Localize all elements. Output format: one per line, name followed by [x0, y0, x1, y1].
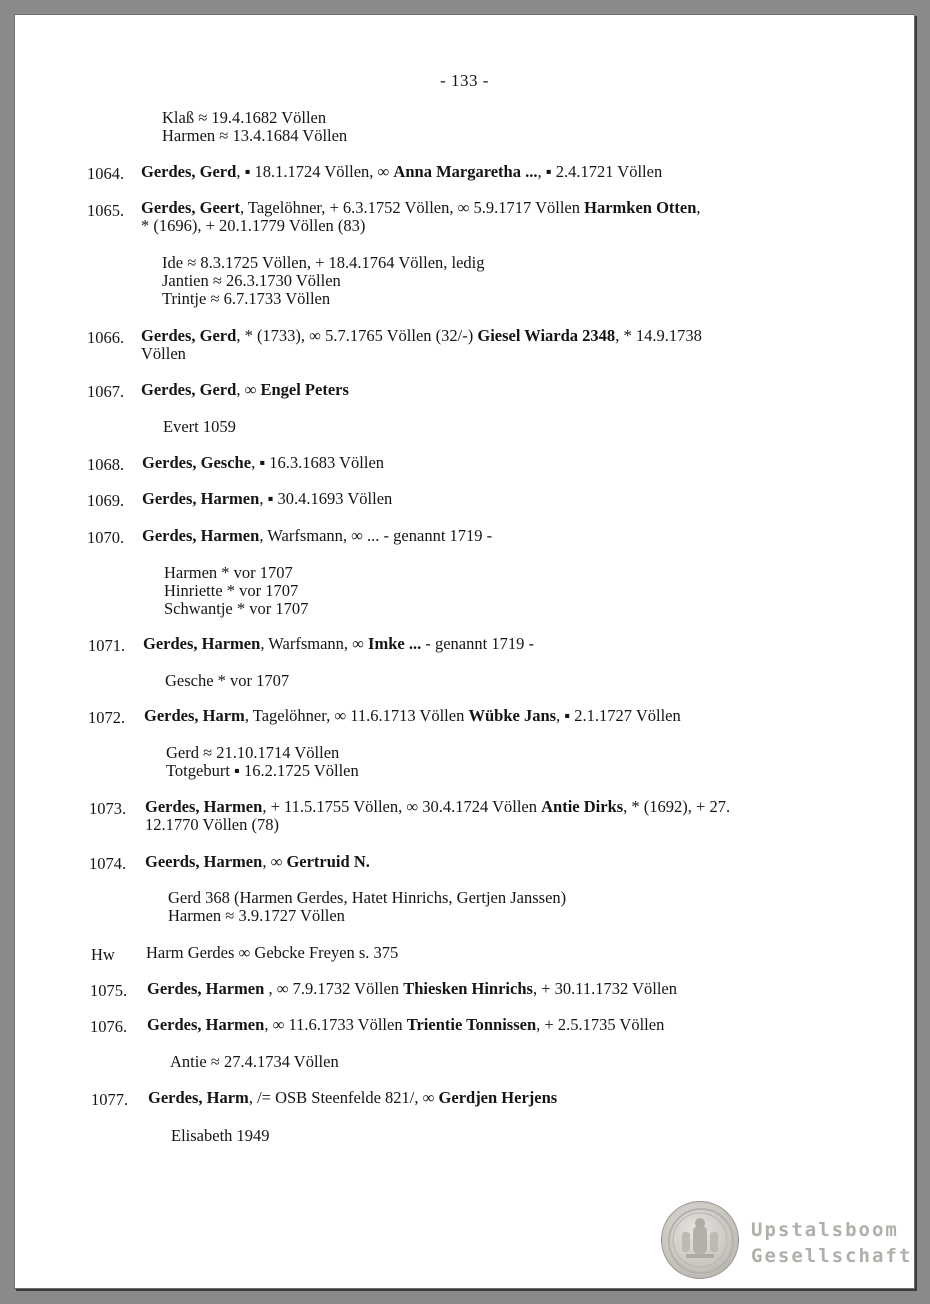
entry-number: 1066. [87, 328, 125, 347]
child-line: Jantien ≈ 26.3.1730 Völlen [162, 271, 341, 290]
entry-number: 1067. [87, 382, 125, 401]
entry-text [142, 454, 384, 472]
entry-number: 1075. [90, 981, 128, 1000]
entry-text [141, 199, 701, 217]
child-line: Klaß ≈ 19.4.1682 Völlen [162, 108, 327, 127]
entry-text [145, 853, 370, 871]
entry-name: Gerdes, Gesche [142, 453, 252, 472]
child-line: Harmen ≈ 13.4.1684 Völlen [162, 126, 348, 145]
entry-detail: , Warfsmann, ∞ ... - genannt 1719 - [259, 526, 493, 545]
entry-name: Gerdes, Gerd [141, 326, 237, 345]
entry-number: 1077. [91, 1090, 129, 1109]
entry-text [142, 490, 392, 508]
entry-name: Gerdes, Harmen [145, 797, 263, 816]
entry-detail: , [696, 198, 701, 217]
entry-detail: , ▪ 18.1.1724 Völlen, ∞ [236, 162, 394, 181]
entry-continuation: * (1696), + 20.1.1779 Völlen (83) [141, 216, 366, 235]
entry-detail: , ∞ [262, 852, 287, 871]
child-line: Hinriette * vor 1707 [164, 581, 299, 600]
entry-text [143, 635, 534, 653]
entry-detail: , + 2.5.1735 Völlen [536, 1015, 665, 1034]
entry-name: Gerdes, Harmen [147, 979, 265, 998]
entry-detail: , + 30.11.1732 Völlen [532, 979, 677, 998]
entry-name: Gerdes, Harmen [147, 1015, 265, 1034]
entry-name: Gerdes, Harm [148, 1088, 249, 1107]
entry-number: 1065. [87, 201, 125, 220]
entry-number: 1076. [90, 1017, 128, 1036]
page-number: - 133 - [440, 71, 489, 90]
child-line: Harmen * vor 1707 [164, 563, 293, 582]
entry-name: Gerdes, Harmen [143, 634, 261, 653]
entry-text: Harm Gerdes ∞ Gebcke Freyen s. 375 [146, 943, 399, 962]
entry-number: 1068. [87, 455, 125, 474]
spouse-name: Gerdjen Herjens [438, 1088, 558, 1107]
child-line: Ide ≈ 8.3.1725 Völlen, + 18.4.1764 Völlen, ledig [162, 253, 485, 272]
child-line: Harmen ≈ 3.9.1727 Völlen [168, 906, 345, 925]
spouse-name: Thiesken Hinrichs [403, 979, 533, 998]
entry-text [147, 980, 677, 998]
entry-number: 1069. [87, 491, 125, 510]
child-line: Elisabeth 1949 [171, 1126, 270, 1145]
society-watermark [751, 1217, 912, 1269]
entry-detail: , ▪ 2.4.1721 Völlen [537, 162, 663, 181]
entry-detail: , Warfsmann, ∞ [260, 634, 369, 653]
spouse-name: Harmken Otten [584, 198, 697, 217]
seal-figure-icon [662, 1202, 738, 1278]
entry-detail: , * 14.9.1738 [615, 326, 702, 345]
spouse-name: Trientie Tonnissen [406, 1015, 537, 1034]
entry-number: 1064. [87, 164, 125, 183]
watermark-line1: Upstalsboom [751, 1219, 899, 1241]
entry-detail: , ▪ 16.3.1683 Völlen [251, 453, 385, 472]
entry-detail: , Tagelöhner, ∞ 11.6.1713 Völlen [244, 706, 469, 725]
entry-text [147, 1016, 664, 1034]
entry-detail: , Tagelöhner, + 6.3.1752 Völlen, ∞ 5.9.1717 Völlen [239, 198, 585, 217]
child-line: Antie ≈ 27.4.1734 Völlen [170, 1052, 339, 1071]
child-line: Evert 1059 [163, 417, 236, 436]
entry-name: Geerds, Harmen [145, 852, 263, 871]
entry-text [141, 163, 662, 181]
entry-name: Gerdes, Gerd [141, 162, 237, 181]
spouse-name: Giesel Wiarda 2348 [477, 326, 616, 345]
entry-detail: , ∞ 7.9.1732 Völlen [264, 979, 404, 998]
entry-detail: - genannt 1719 - [421, 634, 534, 653]
entry-name: Gerdes, Harmen [142, 489, 260, 508]
entry-name: Gerdes, Harmen [142, 526, 260, 545]
entry-name: Gerdes, Geert [141, 198, 240, 217]
spouse-name: Engel Peters [260, 380, 349, 399]
spouse-name: Wübke Jans [468, 706, 557, 725]
entry-detail: , ∞ 11.6.1733 Völlen [264, 1015, 407, 1034]
entry-number: 1071. [88, 636, 126, 655]
entry-continuation: 12.1770 Völlen (78) [145, 815, 279, 834]
seal-emblem-icon [661, 1201, 739, 1279]
entry-number: 1072. [88, 708, 126, 727]
entry-detail: , ▪ 30.4.1693 Völlen [259, 489, 393, 508]
entry-continuation: Völlen [141, 344, 186, 363]
entry-name: Gerdes, Harm [144, 706, 245, 725]
spouse-name: Anna Margaretha ... [393, 162, 538, 181]
entry-detail: , ▪ 2.1.1727 Völlen [556, 706, 681, 725]
spouse-name: Gertruid N. [286, 852, 370, 871]
entry-number: 1074. [89, 854, 127, 873]
entry-name: Gerdes, Gerd [141, 380, 237, 399]
entry-number: Hw [91, 945, 115, 964]
child-line: Gerd 368 (Harmen Gerdes, Hatet Hinrichs, Gertjen Janssen) [168, 888, 567, 907]
entry-detail: , /= OSB Steenfelde 821/, ∞ [248, 1088, 439, 1107]
entry-text [144, 707, 681, 725]
entry-detail: , ∞ [236, 380, 261, 399]
document-page [14, 14, 915, 1289]
child-line: Gerd ≈ 21.10.1714 Völlen [166, 743, 340, 762]
entry-detail: , + 11.5.1755 Völlen, ∞ 30.4.1724 Völlen [262, 797, 542, 816]
spouse-name: Antie Dirks [541, 797, 624, 816]
entry-text [142, 527, 492, 545]
entry-text [141, 327, 702, 345]
child-line: Gesche * vor 1707 [165, 671, 290, 690]
child-line: Schwantje * vor 1707 [164, 599, 309, 618]
child-line: Totgeburt ▪ 16.2.1725 Völlen [166, 761, 359, 780]
entry-detail: , * (1692), + 27. [623, 797, 731, 816]
watermark-line2: Gesellschaft [751, 1245, 913, 1267]
entry-text [148, 1089, 557, 1107]
entry-number: 1070. [87, 528, 125, 547]
entry-text [141, 381, 349, 399]
entry-number: 1073. [89, 799, 127, 818]
child-line: Trintje ≈ 6.7.1733 Völlen [162, 289, 331, 308]
entry-detail: , * (1733), ∞ 5.7.1765 Völlen (32/-) [236, 326, 478, 345]
entry-text [145, 798, 730, 816]
spouse-name: Imke ... [368, 634, 422, 653]
